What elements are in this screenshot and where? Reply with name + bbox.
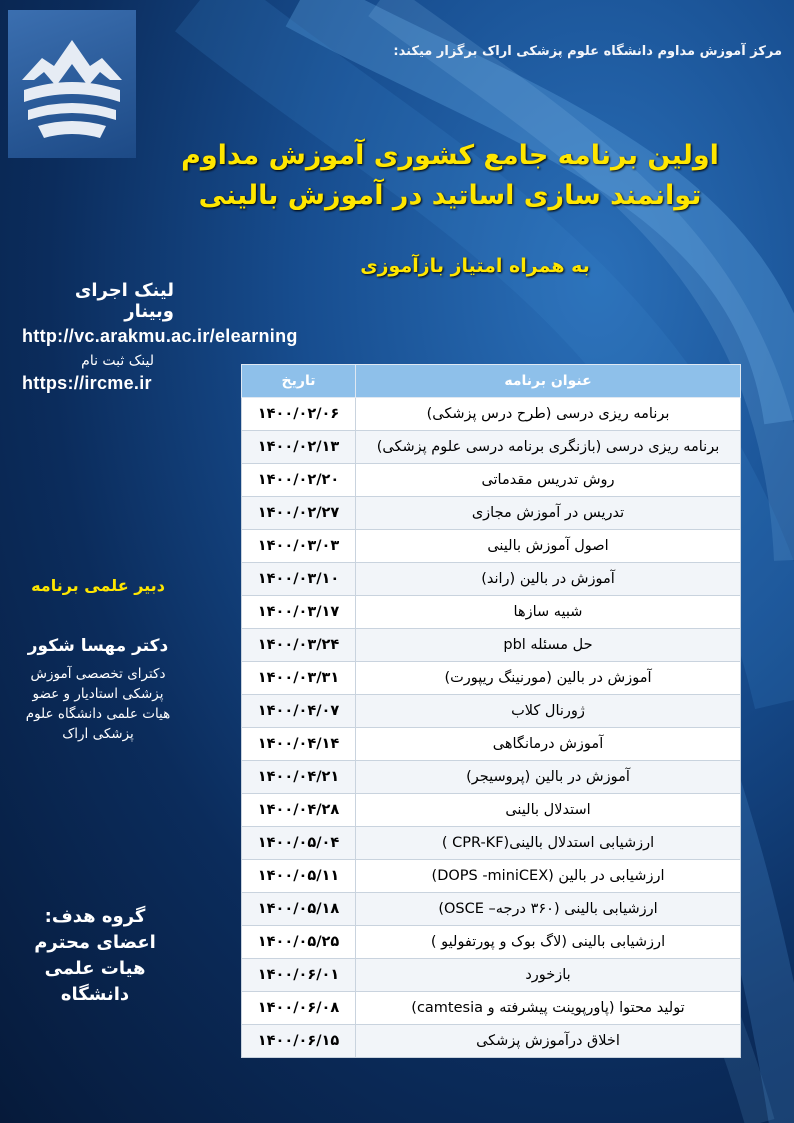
date-cell: ۱۴۰۰/۰۵/۱۸ [242, 893, 356, 926]
date-cell: ۱۴۰۰/۰۵/۲۵ [242, 926, 356, 959]
topic-cell: ارزشیابی بالینی (۳۶۰ درجه– OSCE) [356, 893, 741, 926]
table-row [242, 596, 741, 629]
table-row [242, 992, 741, 1025]
date-cell: ۱۴۰۰/۰۵/۱۱ [242, 860, 356, 893]
topic-cell: آموزش در بالین (راند) [356, 563, 741, 596]
scientific-secretary-description: دکترای تخصصی آموزش پزشکی استادیار و عضو هیات علمی دانشگاه علوم پزشکی اراک [25, 666, 171, 742]
register-link-label: لینک ثبت نام [81, 353, 154, 369]
table-row [242, 398, 741, 431]
topic-cell: شبیه سازها [356, 596, 741, 629]
date-cell: ۱۴۰۰/۰۳/۲۴ [242, 629, 356, 662]
scientific-secretary-name: دکتر مهسا شکور [27, 636, 169, 656]
topic-cell: تولید محتوا (پاورپوینت پیشرفته و camtesia) [356, 992, 741, 1025]
topic-cell: اصول آموزش بالینی [356, 530, 741, 563]
date-cell: ۱۴۰۰/۰۳/۱۷ [242, 596, 356, 629]
target-group-label: گروه هدف: [44, 906, 146, 927]
topic-cell: تدریس در آموزش مجازی [356, 497, 741, 530]
page-title [180, 136, 720, 216]
table-row [242, 629, 741, 662]
topic-cell: ارزشیابی استدلال بالینی(CPR-KF ) [356, 827, 741, 860]
target-group-value: اعضای محترم هیات علمی دانشگاه [34, 932, 156, 1005]
date-cell: ۱۴۰۰/۰۲/۲۰ [242, 464, 356, 497]
table-row [242, 563, 741, 596]
table-row [242, 695, 741, 728]
title-line-2: توانمند سازی اساتید در آموزش بالینی [198, 180, 702, 211]
schedule-table [241, 364, 741, 1058]
table-row [242, 860, 741, 893]
table-row [242, 893, 741, 926]
schedule-body [242, 398, 741, 1058]
topic-cell: حل مسئله pbl [356, 629, 741, 662]
date-cell: ۱۴۰۰/۰۲/۱۳ [242, 431, 356, 464]
topic-cell: ارزشیابی در بالین (DOPS -miniCEX) [356, 860, 741, 893]
organizer-text: مرکز آموزش مداوم دانشگاه علوم پزشکی اراک برگزار میکند: [393, 44, 782, 59]
topic-cell: بازخورد [356, 959, 741, 992]
title-line-1: اولین برنامه جامع کشوری آموزش مداوم [181, 140, 719, 171]
webinar-link[interactable]: http://vc.arakmu.ac.ir/elearning [22, 326, 298, 346]
date-cell: ۱۴۰۰/۰۶/۰۸ [242, 992, 356, 1025]
topic-cell: برنامه ریزی درسی (طرح درس پزشکی) [356, 398, 741, 431]
table-row [242, 464, 741, 497]
column-header-date: تاریخ [242, 365, 356, 398]
topic-cell: ژورنال کلاب [356, 695, 741, 728]
table-row [242, 728, 741, 761]
target-group [22, 904, 168, 1008]
date-cell: ۱۴۰۰/۰۳/۳۱ [242, 662, 356, 695]
date-cell: ۱۴۰۰/۰۴/۲۱ [242, 761, 356, 794]
column-header-topic: عنوان برنامه [356, 365, 741, 398]
subtitle: به همراه امتیاز بازآموزی [360, 255, 590, 277]
table-row [242, 431, 741, 464]
date-cell: ۱۴۰۰/۰۴/۰۷ [242, 695, 356, 728]
topic-cell: اخلاق درآموزش پزشکی [356, 1025, 741, 1058]
webinar-link-label: لینک اجرای وبینار [74, 280, 174, 322]
schedule-header-row [242, 365, 741, 398]
date-cell: ۱۴۰۰/۰۲/۲۷ [242, 497, 356, 530]
university-logo [8, 10, 136, 158]
date-cell: ۱۴۰۰/۰۶/۰۱ [242, 959, 356, 992]
topic-cell: روش تدریس مقدماتی [356, 464, 741, 497]
date-cell: ۱۴۰۰/۰۶/۱۵ [242, 1025, 356, 1058]
table-row [242, 959, 741, 992]
table-row [242, 926, 741, 959]
date-cell: ۱۴۰۰/۰۵/۰۴ [242, 827, 356, 860]
date-cell: ۱۴۰۰/۰۲/۰۶ [242, 398, 356, 431]
date-cell: ۱۴۰۰/۰۳/۱۰ [242, 563, 356, 596]
date-cell: ۱۴۰۰/۰۳/۰۳ [242, 530, 356, 563]
topic-cell: آموزش در بالین (مورنینگ ریپورت) [356, 662, 741, 695]
scientific-secretary-heading: دبیر علمی برنامه [31, 576, 165, 595]
topic-cell: آموزش در بالین (پروسیجر) [356, 761, 741, 794]
topic-cell: آموزش درمانگاهی [356, 728, 741, 761]
topic-cell: برنامه ریزی درسی (بازنگری برنامه درسی علوم پزشکی) [356, 431, 741, 464]
table-row [242, 530, 741, 563]
table-row [242, 1025, 741, 1058]
table-row [242, 662, 741, 695]
topic-cell: استدلال بالینی [356, 794, 741, 827]
table-row [242, 761, 741, 794]
table-row [242, 827, 741, 860]
register-link[interactable]: https://ircme.ir [22, 373, 152, 393]
topic-cell: ارزشیابی بالینی (لاگ بوک و پورتفولیو ) [356, 926, 741, 959]
table-row [242, 794, 741, 827]
table-row [242, 497, 741, 530]
date-cell: ۱۴۰۰/۰۴/۲۸ [242, 794, 356, 827]
date-cell: ۱۴۰۰/۰۴/۱۴ [242, 728, 356, 761]
